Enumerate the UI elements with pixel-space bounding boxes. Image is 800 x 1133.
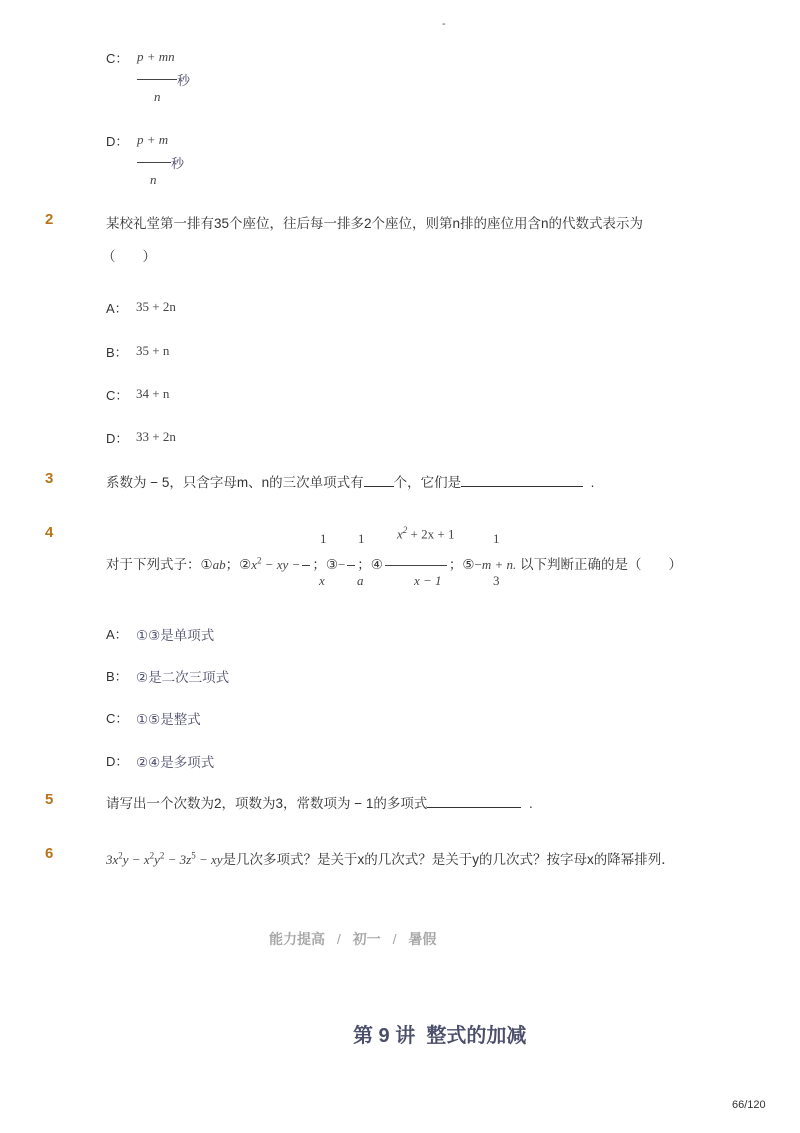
q1-option-d-unit: 秒 — [171, 156, 185, 171]
q2-option-b-label[interactable]: B： — [106, 345, 128, 360]
q4-option-d-label[interactable]: D： — [106, 754, 129, 769]
q4-item1-expr: ab — [212, 557, 226, 572]
q4-item5-tail: m + n. — [481, 557, 517, 572]
breadcrumb-separator: / — [336, 931, 341, 947]
q1-option-c-unit: 秒 — [177, 73, 191, 88]
q4-frac5-denominator: 3 — [493, 573, 500, 588]
breadcrumb-item: 能力提高 — [269, 931, 325, 947]
q4-tail: 以下判断正确的是（ ） — [520, 557, 683, 572]
question-number-4: 4 — [45, 524, 54, 541]
q4-option-d-text: ②④是多项式 — [136, 755, 215, 770]
q6-text: 是几次多项式？是关于x的几次式？是关于y的几次式？按字母x的降幂排列． — [222, 852, 675, 867]
q2-option-d-label[interactable]: D： — [106, 431, 129, 446]
q1-option-d-denominator: n — [150, 172, 157, 187]
q4-item3-minus: − — [337, 557, 346, 572]
q4-frac3-numerator: 1 — [358, 531, 365, 546]
q4-frac2-numerator: 1 — [320, 531, 327, 546]
q2-option-a-label[interactable]: A： — [106, 301, 128, 316]
q3-blank-count[interactable] — [364, 474, 394, 487]
q1-option-d-label[interactable]: D： — [106, 134, 129, 149]
q2-text: 某校礼堂第一排有35个座位，往后每一排多2个座位，则第n排的座位用含n的代数式表示为 — [106, 216, 644, 231]
q5-line — [106, 792, 533, 812]
q4-option-a-text: ①③是单项式 — [136, 628, 215, 643]
q2-option-b-expr: 35 + n — [136, 343, 170, 358]
question-number-5: 5 — [45, 791, 54, 808]
q4-option-c-label[interactable]: C： — [106, 711, 129, 726]
q2-option-d-expr: 33 + 2n — [136, 429, 176, 444]
breadcrumb-item: 暑假 — [408, 931, 437, 947]
q3-blank-answer[interactable] — [461, 474, 583, 487]
top-mark: - — [442, 18, 446, 30]
question-number-2: 2 — [45, 211, 54, 228]
q4-option-b-label[interactable]: B： — [106, 669, 128, 684]
q2-option-c-expr: 34 + n — [136, 386, 170, 401]
question-number-3: 3 — [45, 470, 54, 487]
q4-item2-expr: $x^2$ − xy − — [251, 555, 301, 572]
q4-item4-marker: ④ — [370, 557, 383, 572]
q4-option-b-text: ②是二次三项式 — [136, 670, 230, 685]
q1-option-d-numerator: p + m — [137, 132, 169, 147]
q4-frac5-numerator: 1 — [493, 531, 500, 546]
q4-frac3-denominator: a — [357, 573, 364, 588]
q2-option-a-expr: 35 + 2n — [136, 299, 176, 314]
q3-text-b: 个，它们是 — [393, 475, 462, 490]
q6-expr: $3x^2y - x^2y^2 - 3z^5$ − xy — [106, 850, 223, 867]
q2-option-c-label[interactable]: C： — [106, 388, 129, 403]
q4-item2-marker: ② — [239, 557, 252, 572]
q4-option-a-label[interactable]: A： — [106, 627, 128, 642]
q4-frac2-denominator: x — [319, 573, 325, 588]
q4-line: 对于下列式子：①ab；$②x^2$ − xy − ；③− ；④ ；⑤−m + n. 以下判断正确的是（ ） — [106, 555, 683, 572]
q4-item3-marker: ③ — [325, 557, 338, 572]
fraction-bar — [385, 565, 447, 566]
q6-line — [106, 848, 675, 868]
q1-option-c-numerator: p + mn — [137, 49, 175, 64]
q1-option-d-fraction — [137, 153, 184, 172]
q1-option-c-denominator: n — [154, 89, 161, 104]
q4-item5-marker: ⑤ — [462, 557, 475, 572]
q3-text-c: . — [590, 475, 595, 490]
q4-lead: 对于下列式子： — [106, 557, 201, 572]
lecture-title: 第 9 讲 整式的加减 — [353, 1025, 527, 1047]
q5-end: . — [528, 796, 533, 811]
question-number-6: 6 — [45, 845, 54, 862]
q5-text: 请写出一个次数为2，项数为3，常数项为 − 1的多项式 — [106, 796, 428, 811]
q4-frac4-numerator: $x^2 + 2x + 1$ — [397, 525, 455, 542]
page-number: 66/120 — [732, 1099, 766, 1111]
fraction-bar — [302, 565, 310, 566]
q5-blank-answer[interactable] — [427, 795, 521, 808]
q1-option-c-label[interactable]: C： — [106, 51, 129, 66]
breadcrumb — [269, 929, 436, 949]
q1-option-c-fraction — [137, 70, 190, 89]
fraction-bar — [137, 79, 177, 80]
q4-item5-minus: − — [474, 557, 482, 572]
q4-option-c-text: ①⑤是整式 — [136, 712, 201, 727]
breadcrumb-item: 初一 — [352, 931, 381, 947]
fraction-bar — [347, 565, 355, 566]
q3-line — [106, 471, 594, 491]
q3-text-a: 系数为 − 5，只含字母m、n的三次单项式有 — [106, 475, 364, 490]
q4-item1-marker: ① — [200, 557, 213, 572]
fraction-bar — [137, 162, 171, 163]
q2-paren: （ ） — [102, 249, 156, 264]
breadcrumb-separator: / — [392, 931, 397, 947]
q4-sep: ； — [225, 557, 240, 572]
q4-frac4-denominator: x − 1 — [414, 573, 442, 588]
